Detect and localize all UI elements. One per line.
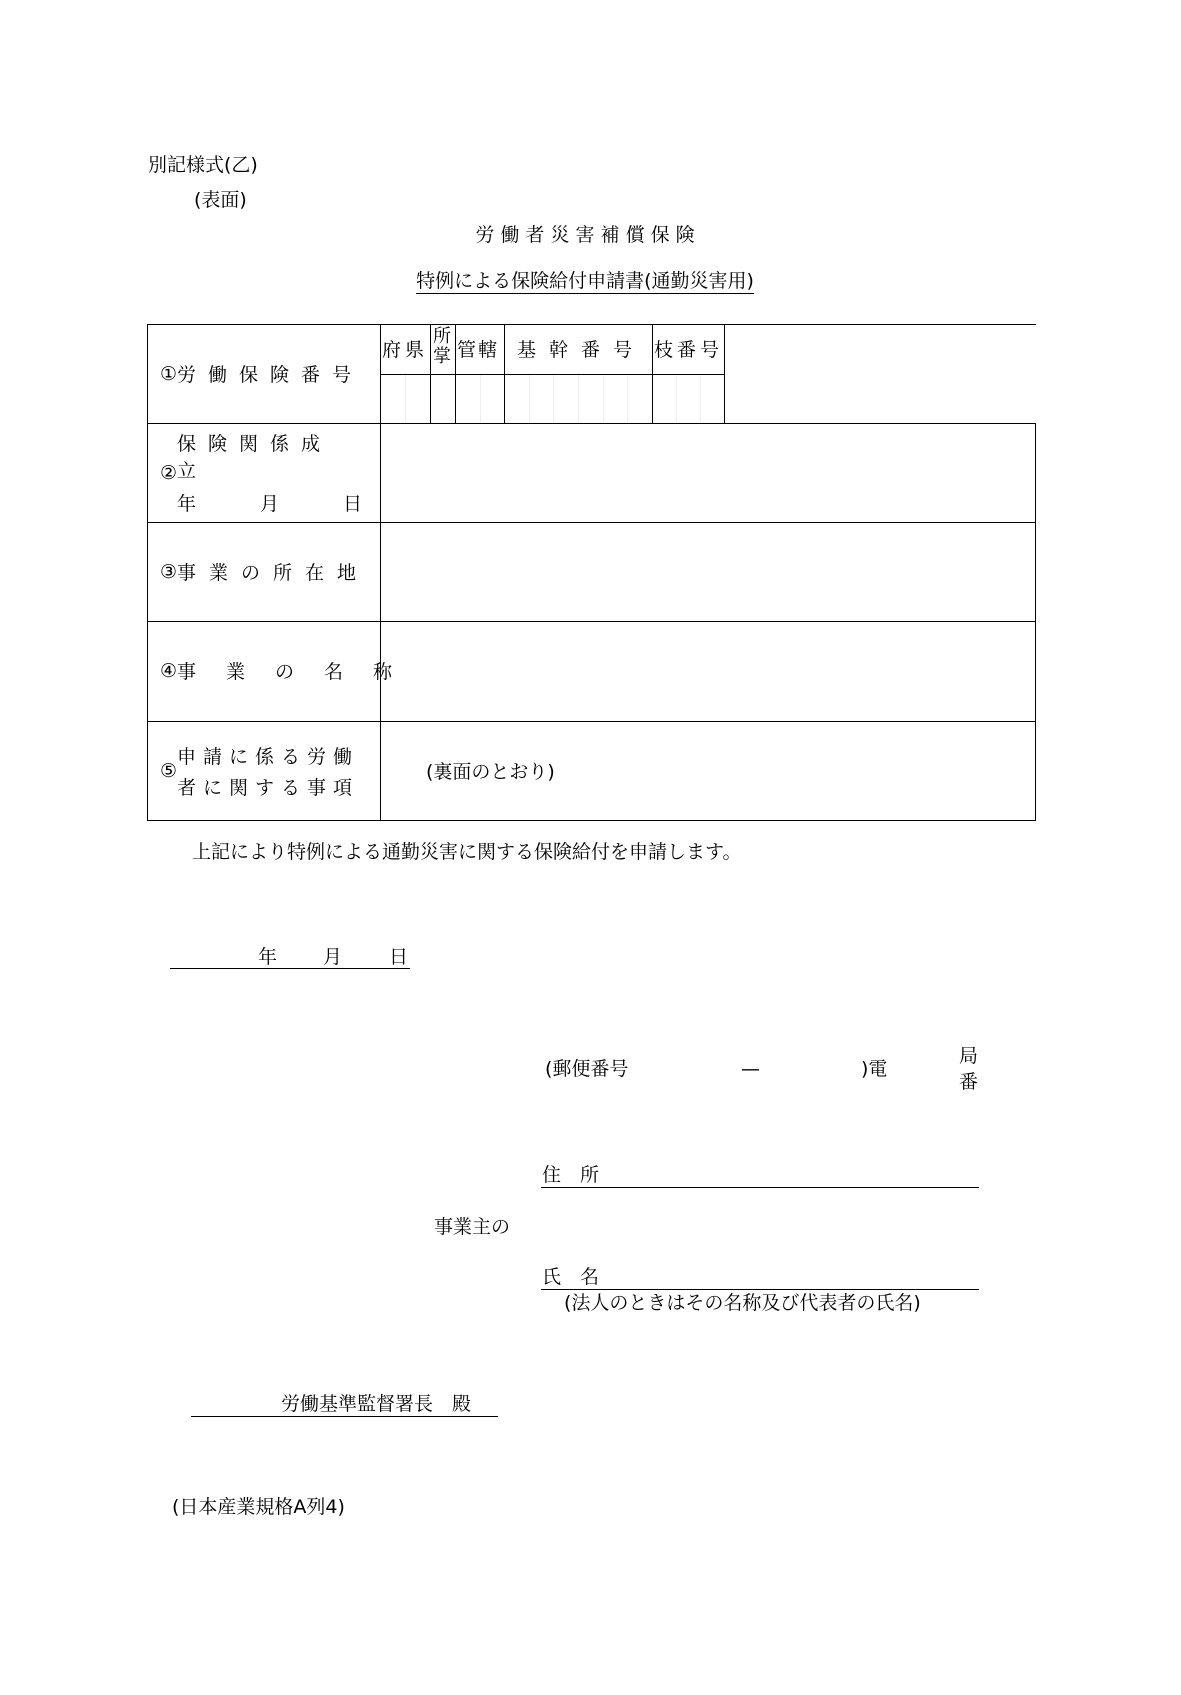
name-note: (法人のときはその名称及び代表者の氏名) [564,1292,921,1314]
row-label-establishment-date [160,423,362,522]
row-label: 申請に係る労働 [177,745,360,768]
row-label-insurance-number [160,324,363,423]
label-column-divider [380,324,381,821]
row-number: ② [160,461,178,484]
number-col-divider [455,324,456,423]
exchange-label: 局 [959,1045,979,1067]
address-label: 住 所 [542,1164,600,1186]
digit-guide [405,375,406,423]
digit-guide [603,375,604,423]
number-col-divider [430,324,431,423]
year-label: 年 [177,493,197,515]
postal-code-label: (郵便番号 [545,1058,629,1080]
row-label: 保険関係成立 [177,433,333,482]
postal-dash: — [741,1058,760,1080]
name-field[interactable] [541,1267,979,1290]
table-top-border [380,324,725,325]
digit-guide [700,375,701,423]
table-right-border [1035,423,1036,821]
number-col-divider [652,324,653,423]
row-label-business-location [160,522,369,621]
col-header-prefecture: 府県 [382,339,429,361]
employer-prefix: 事業主の [434,1216,511,1238]
number-col-divider [504,324,505,423]
row-number: ① [160,362,178,385]
form-title: 労 働 者 災 害 補 償 保 険 [475,224,695,246]
col-header-jurisdiction-type: 所掌 [433,326,451,367]
col-header-office: 管轄 [457,339,500,361]
digit-guide [553,375,554,423]
form-id: 別記様式(乙) [148,154,258,176]
digit-guide [676,375,677,423]
row-label: 者に関する事項 [177,776,360,799]
row-label: 事業の所在地 [177,562,370,584]
row-label: 労働保険番号 [177,364,364,386]
statement: 上記により特例による通勤災害に関する保険給付を申請します。 [192,841,742,863]
date-day-label: 日 [389,946,409,968]
row-label-worker-info [160,721,359,820]
form-subtitle: 特例による保険給付申請書(通勤災害用) [416,270,754,292]
digit-guide [529,375,530,423]
month-label: 月 [260,493,280,515]
row-number: ③ [160,560,178,583]
telephone-label: )電 [861,1058,888,1080]
date-month-label: 月 [323,946,343,968]
worker-info-value: (裏面のとおり) [426,761,555,783]
number-label: 番 [959,1071,979,1093]
digit-guide [627,375,628,423]
row-number: ⑤ [160,759,178,782]
row-label: 事業の名称 [177,661,423,683]
col-header-base-number: 基幹番号 [517,339,646,361]
paper-size-note: (日本産業規格A列4) [172,1496,345,1518]
date-line[interactable] [170,946,410,969]
col-header-branch-number: 枝番号 [654,339,724,361]
digit-guide [578,375,579,423]
day-label: 日 [343,493,363,515]
name-label: 氏 名 [542,1266,600,1288]
row-label-date [177,489,362,516]
address-field[interactable] [541,1165,979,1188]
addressee-label: 労働基準監督署長 殿 [281,1393,472,1415]
side-label: (表面) [194,189,247,211]
addressee-line[interactable] [191,1394,498,1417]
date-year-label: 年 [258,946,278,968]
row-label-business-name [160,621,422,720]
row-number: ④ [160,659,178,682]
digit-guide [480,375,481,423]
